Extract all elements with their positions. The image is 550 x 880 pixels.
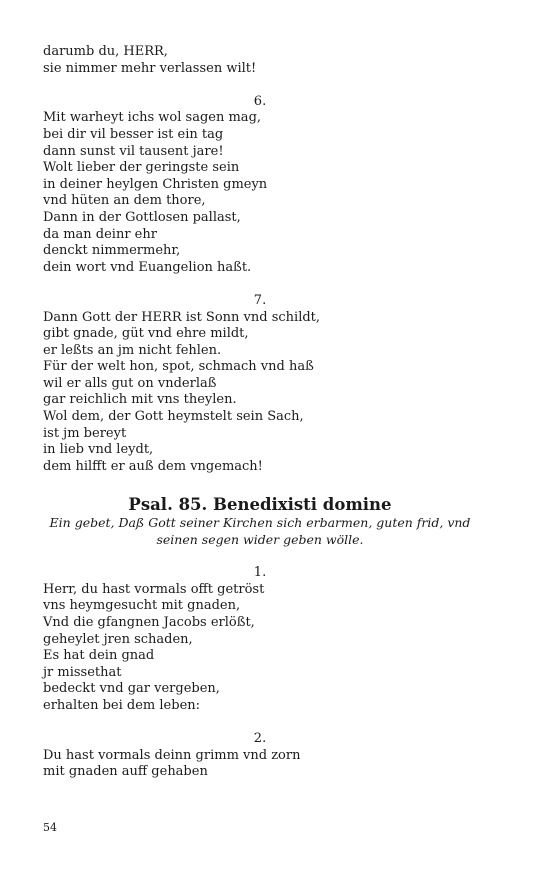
- verse-line: sie nimmer mehr verlassen wilt!: [43, 60, 257, 76]
- verse-line: da man deinr ehr: [43, 226, 157, 242]
- verse-line: Vnd die gfangnen Jacobs erlößt,: [43, 615, 255, 630]
- verse-line: Herr, du hast vormals offt getröst: [43, 581, 265, 597]
- page-text: [43, 44, 513, 781]
- verse-line: bedeckt vnd gar vergeben,: [43, 681, 220, 697]
- verse-line: geheylet jren schaden,: [43, 631, 193, 647]
- verse-line: darumb du, HERR,: [43, 44, 168, 59]
- verse-line: Mit warheyt ichs wol sagen mag,: [43, 110, 262, 126]
- verse-line: in deiner heylgen Christen gmeyn: [43, 176, 268, 192]
- verse-line: ist jm bereyt: [43, 425, 127, 441]
- stanza-1: [43, 565, 513, 714]
- page-number: 54: [43, 821, 57, 834]
- intro-stanza: [43, 44, 513, 77]
- verse-line: jr missethat: [43, 664, 122, 680]
- verse-line: Du hast vormals deinn grimm vnd zorn: [43, 747, 301, 763]
- verse-line: Wol dem, der Gott heymstelt sein Sach,: [43, 409, 304, 425]
- verse-line: Dann in der Gottlosen pallast,: [43, 209, 241, 225]
- verse-line: dem hilfft er auß dem vngemach!: [43, 458, 263, 474]
- verse-line: Es hat dein gnad: [43, 648, 155, 664]
- verse-line: vns heymgesucht mit gnaden,: [43, 598, 241, 614]
- stanza-2: [43, 731, 513, 781]
- verse-line: in lieb vnd leydt,: [43, 442, 154, 458]
- stanza-number: 7.: [253, 292, 267, 308]
- stanza-number: 1.: [253, 565, 267, 581]
- verse-line: Dann Gott der HERR ist Sonn vnd schildt,: [43, 309, 321, 325]
- verse-line: er leßts an jm nicht fehlen.: [43, 342, 222, 358]
- stanza-number: 2.: [253, 731, 267, 747]
- verse-line: dein wort vnd Euangelion haßt.: [43, 259, 252, 275]
- verse-line: wil er alls gut on vnderlaß: [43, 375, 217, 391]
- verse-line: erhalten bei dem leben:: [43, 697, 201, 713]
- psalm-subtitle: Ein gebet, Daß Gott seiner Kirchen sich erbarmen, guten frid, vnd seinen segen wider geben wölle.: [49, 515, 471, 548]
- stanza-7: [43, 293, 513, 476]
- verse-line: gibt gnade, güt vnd ehre mildt,: [43, 326, 249, 342]
- verse-line: bei dir vil besser ist ein tag: [43, 126, 224, 142]
- verse-line: mit gnaden auff gehaben: [43, 764, 208, 780]
- psalm-title: Psal. 85. Benedixisti domine: [128, 495, 392, 515]
- stanza-number: 6.: [253, 93, 267, 109]
- verse-line: gar reichlich mit vns theylen.: [43, 392, 237, 408]
- stanza-6: [43, 94, 513, 277]
- verse-line: denckt nimmermehr,: [43, 243, 181, 259]
- verse-line: Wolt lieber der geringste sein: [43, 160, 240, 176]
- verse-line: vnd hüten an dem thore,: [43, 193, 206, 209]
- verse-line: Für der welt hon, spot, schmach vnd haß: [43, 359, 314, 375]
- verse-line: dann sunst vil tausent jare!: [43, 143, 224, 159]
